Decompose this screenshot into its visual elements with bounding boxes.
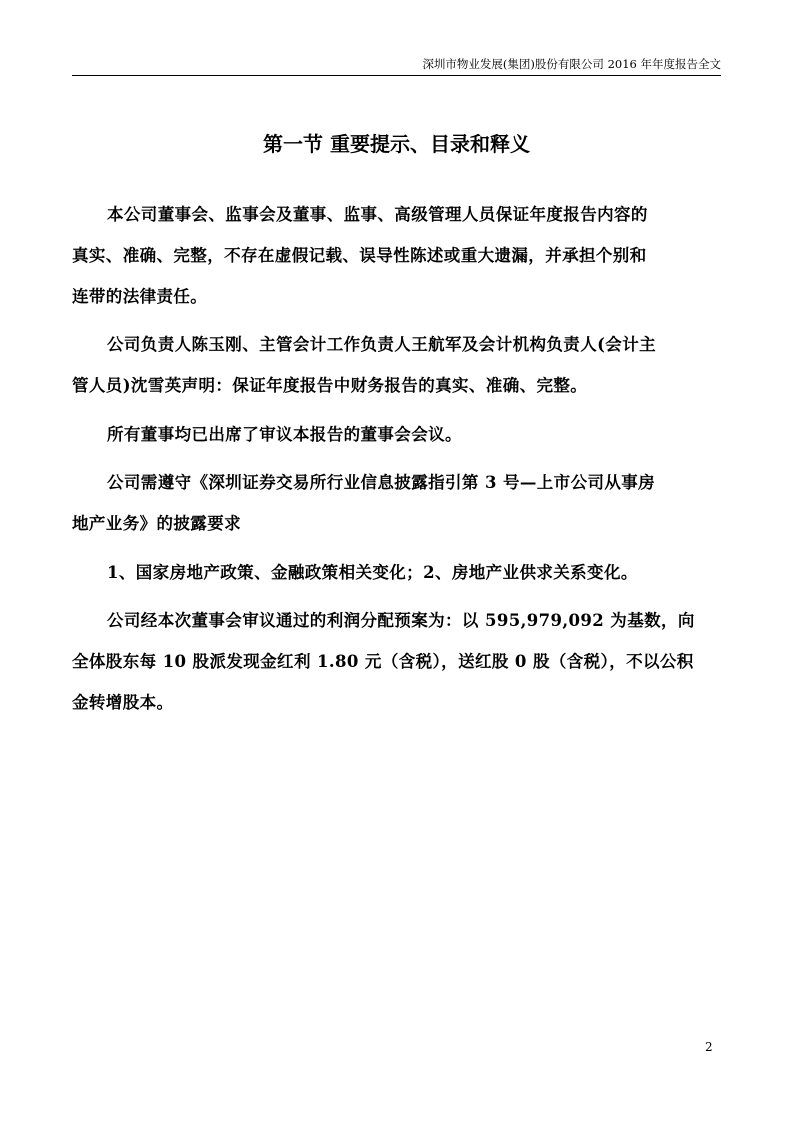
paragraph-line: 公司经本次董事会审议通过的利润分配预案为：以 595,979,092 为基数，向 <box>107 611 695 630</box>
page-number: 2 <box>705 1040 713 1054</box>
paragraph-financial-declaration <box>72 324 721 406</box>
paragraph-board-attendance <box>72 414 721 455</box>
paragraph-line: 地产业务》的披露要求 <box>72 514 241 533</box>
paragraph-line: 真实、准确、完整，不存在虚假记载、误导性陈述或重大遗漏，并承担个别和 <box>72 246 647 265</box>
paragraph-line: 1、国家房地产政策、金融政策相关变化；2、房地产业供求关系变化。 <box>107 563 638 582</box>
paragraph-line: 本公司董事会、监事会及董事、监事、高级管理人员保证年度报告内容的 <box>107 205 648 224</box>
header-title: 深圳市物业发展(集团)股份有限公司 2016 年年度报告全文 <box>422 57 721 71</box>
paragraph-line: 公司负责人陈玉刚、主管会计工作负责人王航军及会计机构负责人(会计主 <box>107 335 657 354</box>
paragraph-line: 所有董事均已出席了审议本报告的董事会会议。 <box>107 425 462 444</box>
paragraph-risk-factors <box>72 552 721 593</box>
paragraph-disclosure-requirement <box>72 462 721 544</box>
paragraph-line: 全体股东每 10 股派发现金红利 1.80 元（含税），送红股 0 股（含税），不以公积 <box>72 652 694 671</box>
paragraph-profit-distribution <box>72 600 721 723</box>
paragraph-line: 管人员)沈雪英声明：保证年度报告中财务报告的真实、准确、完整。 <box>72 376 588 395</box>
paragraph-line: 连带的法律责任。 <box>72 287 208 306</box>
paragraph-line: 公司需遵守《深圳证券交易所行业信息披露指引第 3 号—上市公司从事房 <box>107 473 656 492</box>
page-header <box>72 55 721 76</box>
section-title: 第一节 重要提示、目录和释义 <box>263 132 530 156</box>
paragraph-line: 金转增股本。 <box>72 693 174 712</box>
paragraph-responsibility-statement <box>72 194 721 317</box>
